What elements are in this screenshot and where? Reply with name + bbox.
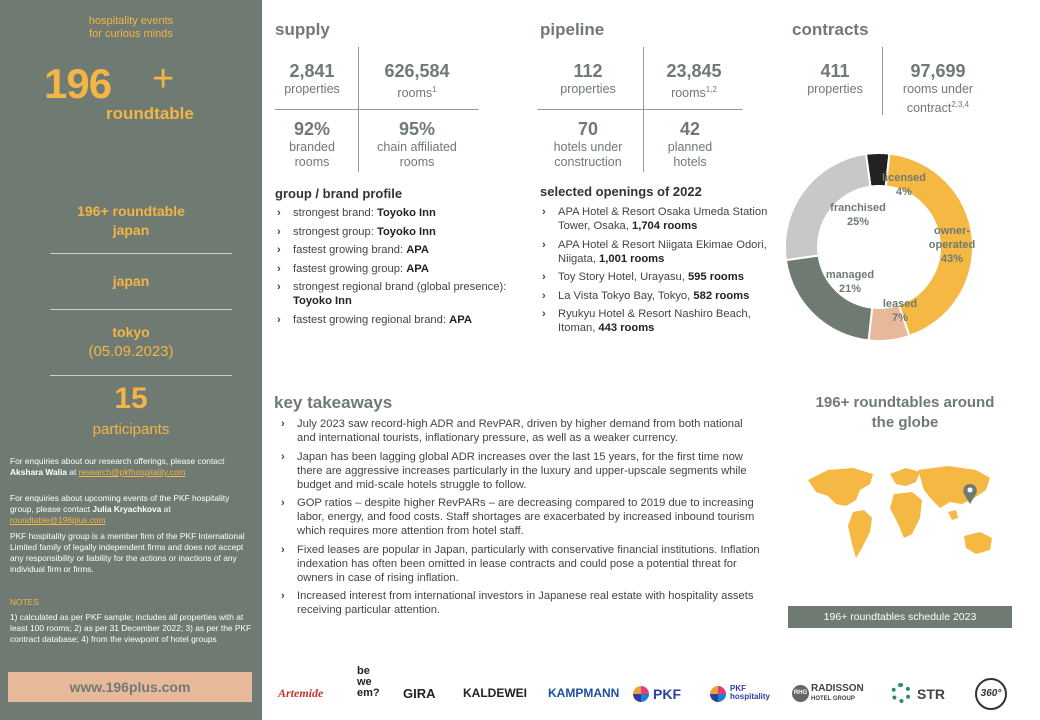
takeaways-list: [279, 417, 761, 622]
event-name: 196+ roundtable japan: [77, 203, 185, 238]
disclaimer: PKF hospitality group is a member firm of the PKF International Limited family of legally independent firms and does not accept any responsibility or liability for the actions or inactions of any individual firm or firms.: [10, 531, 245, 574]
tagline: hospitality events for curious minds: [88, 15, 174, 40]
donut-label-franchised: franchised 25%: [830, 202, 886, 228]
supply-rooms: 626,584 rooms$^1$: [384, 61, 450, 101]
pkf-hospitality-logo: PKF hospitality: [730, 684, 771, 701]
divider: [50, 253, 232, 254]
website-link[interactable]: www.196plus.com: [8, 672, 252, 702]
donut-label-leased: leased 7%: [882, 298, 918, 324]
gira-logo: GIRA: [403, 686, 436, 701]
donut-label-licensed: licensed 4%: [881, 172, 927, 198]
pkf-logo: PKF: [653, 686, 681, 702]
divider: [537, 109, 743, 110]
divider: [50, 375, 232, 376]
brand-profile-heading: group / brand profile: [275, 186, 403, 201]
participants-label: participants: [92, 421, 170, 438]
pipeline-heading: pipeline: [540, 20, 605, 39]
str-icon: [891, 683, 911, 703]
notes-text: 1) calculated as per PKF sample; includes all properties with at least 100 rooms; 2) as per 31 December 2022; 3) as per the PKF contract database; 4) from the viewpoint of hotel groups: [10, 612, 252, 644]
donut-label-managed: managed 21%: [825, 269, 875, 295]
supply-branded: 92% branded rooms: [289, 119, 335, 169]
brand-profile-item: › fastest growing group: APA: [275, 262, 525, 276]
pkf-hospitality-icon: [710, 686, 726, 702]
brand-profile-item: › fastest growing regional brand: APA: [275, 313, 525, 327]
events-email-link[interactable]: roundtable@196plus.com: [10, 515, 106, 525]
events-enquiry: For enquiries about upcoming events of the PKF hospitality group, please contact Julia Kryachkova at roundtable@196plus.com: [10, 493, 230, 525]
contracts-properties: 411 properties: [807, 61, 863, 96]
world-map: [798, 460, 1008, 580]
research-enquiry: For enquiries about our research offerings, please contact Akshara Walia at research@pkfhospitality.com: [10, 456, 225, 477]
takeaway-item: › July 2023 saw record-high ADR and RevPAR, driven by higher demand from both national and international tourists, inflationary pressure, as well as a weaker currency.: [279, 417, 761, 445]
divider: [275, 109, 479, 110]
kaldewei-logo: KALDEWEI: [463, 686, 527, 700]
openings-heading: selected openings of 2022: [540, 184, 702, 199]
str-logo: STR: [917, 686, 945, 702]
badge-360-logo: 360°: [975, 678, 1007, 710]
takeaway-item: › Increased interest from international investors in Japanese real estate with hospitality assets receiving particular attention.: [279, 589, 761, 617]
city-date: tokyo (05.09.2023): [88, 324, 174, 360]
takeaways-heading: key takeaways: [274, 393, 393, 412]
openings-list: [540, 205, 782, 340]
contracts-heading: contracts: [792, 20, 869, 39]
supply-properties: 2,841 properties: [284, 61, 340, 96]
brand-profile-item: › strongest brand: Toyoko Inn: [275, 206, 525, 220]
rhg-icon: RHG: [792, 685, 809, 702]
contracts-rooms: 97,699 rooms under contract$^{2,3,4}$: [902, 61, 974, 116]
opening-item: › La Vista Tokyo Bay, Tokyo, 582 rooms: [540, 289, 782, 303]
opening-item: › APA Hotel & Resort Osaka Umeda Station Tower, Osaka, 1,704 rooms: [540, 205, 782, 233]
takeaway-item: › Fixed leases are popular in Japan, particularly with conservative financial institutions. Inflation indexation has often been omitted in lease contracts and could pose a potential threat for owners in case of rising inflation.: [279, 543, 761, 585]
opening-item: › Ryukyu Hotel & Resort Nashiro Beach, Itoman, 443 rooms: [540, 307, 782, 335]
bewem-logo: be we em?: [357, 665, 380, 699]
takeaway-item: › GOP ratios – despite higher RevPARs – are decreasing compared to 2019 due to increasing labor, energy, and food costs. Staff shortages are exacerbated by increased inbound tourism which requires more attention from hotel staff.: [279, 496, 761, 538]
globe-heading: 196+ roundtables around the globe: [815, 394, 995, 431]
radisson-logo: RADISSON HOTEL GROUP: [811, 683, 864, 702]
schedule-button[interactable]: 196+ roundtables schedule 2023: [788, 606, 1012, 628]
research-email-link[interactable]: research@pkfhospitality.com: [78, 467, 186, 477]
artemide-logo: Artemide: [278, 686, 324, 700]
pkf-icon: [633, 686, 649, 702]
country: japan: [112, 273, 150, 289]
brand-profile-item: › strongest regional brand (global presence): Toyoko Inn: [275, 280, 525, 308]
sidebar: [0, 0, 262, 720]
participants-count: 15: [114, 382, 148, 415]
brand-profile-item: › strongest group: Toyoko Inn: [275, 225, 525, 239]
sponsor-logos: [278, 665, 1028, 716]
brand-profile-item: › fastest growing brand: APA: [275, 243, 525, 257]
kampmann-logo: KAMPMANN: [548, 686, 620, 700]
pipeline-planned: 42 planned hotels: [667, 119, 713, 169]
supply-heading: supply: [275, 20, 330, 39]
opening-item: › APA Hotel & Resort Niigata Ekimae Odori, Niigata, 1,001 rooms: [540, 238, 782, 266]
takeaway-item: › Japan has been lagging global ADR increases over the last 15 years, for the first time now there are aggressive increases particularly in the luxury and upper-upscale segments while budget and mid-scale hotels struggle to follow.: [279, 450, 761, 492]
divider: [882, 47, 883, 115]
pipeline-properties: 112 properties: [560, 61, 616, 96]
divider: [50, 309, 232, 310]
pipeline-construction: 70 hotels under construction: [553, 119, 623, 169]
pipeline-rooms: 23,845 rooms$^{1,2}$: [666, 61, 722, 101]
opening-item: › Toy Story Hotel, Urayasu, 595 rooms: [540, 270, 782, 284]
donut-label-owner-operated: owner- operated 43%: [928, 225, 976, 265]
supply-chain: 95% chain affiliated rooms: [377, 119, 457, 169]
roundtable-logo: 196 + roundtable: [44, 58, 194, 123]
brand-profile-list: [275, 206, 525, 331]
notes-heading: NOTES: [10, 597, 39, 607]
